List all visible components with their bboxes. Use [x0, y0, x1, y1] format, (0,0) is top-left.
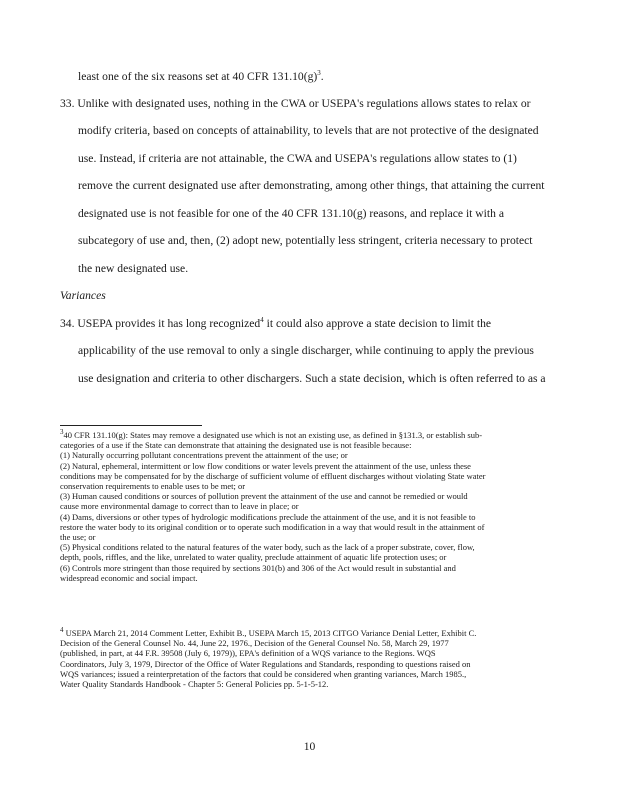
footnote-marker: 4: [60, 626, 64, 635]
footnote-line: (2) Natural, ephemeral, intermittent or low flow conditions or water levels prevent the attainment of the use, unless these: [60, 460, 471, 471]
footnote-line: Decision of the General Counsel No. 44, June 22, 1976., Decision of the General Counsel No. 58, March 29, 1977: [60, 638, 449, 649]
footnote-line: the use; or: [60, 532, 96, 543]
footnote-line: $^3$40 CFR 131.10(g): States may remove a designated use which is not an existing use, as defined in §131.3, or establish sub-: [60, 428, 483, 440]
paragraph-32-tail: least one of the six reasons set at 40 CFR $131.10(g)^3$.: [78, 69, 324, 83]
paragraph-33-line: remove the current designated use after demonstrating, among other things, that attaining the current: [78, 179, 545, 192]
footnote-line: $^4$ USEPA March 21, 2014 Comment Letter, Exhibit B., USEPA March 15, 2013 CITGO Variance Denial Letter, Exhibit C.: [60, 626, 477, 638]
footnote-line: (published, in part, at 44 F.R. 39508 (July 6, 1979)), EPA's definition of a WQS variance to the Regions. WQS: [60, 648, 436, 659]
footnote-marker: 3: [60, 428, 64, 437]
paragraph-33-line: designated use is not feasible for one of the 40 CFR 131.10(g) reasons, and replace it with a: [78, 207, 504, 220]
footnote-line: WQS variances; issued a reinterpretation of the factors that could be considered when granting variances, March 1985.,: [60, 668, 467, 679]
section-heading: Variances: [60, 289, 106, 302]
footnote-4: [60, 628, 560, 689]
footnote-line: (3) Human caused conditions or sources of pollution prevent the attainment of the use and cannot be remedied or would: [60, 491, 468, 502]
paragraph-34-line: use designation and criteria to other dischargers. Such a state decision, which is often referred to as a: [78, 372, 546, 385]
footnote-line: cause more environmental damage to correct than to leave in place; or: [60, 501, 299, 512]
page-number: 10: [303, 740, 316, 753]
footnote-line: depth, pools, riffles, and the like, unrelated to water quality, preclude attainment of aquatic life protection uses; or: [60, 552, 447, 563]
paragraph-34-line: 34. USEPA provides it has long recognized$^4$ it could also approve a state decision to limit the: [60, 316, 492, 330]
footnote-line: Water Quality Standards Handbook - Chapter 5: General Policies pp. 5-1-5-12.: [60, 679, 329, 690]
footnote-line: restore the water body to its original condition or to operate such modification in a way that would result in the attainment of: [60, 521, 485, 532]
footnote-line: categories of a use if the State can demonstrate that attaining the designated use is not feasible because:: [60, 440, 412, 451]
footnote-line: (4) Dams, diversions or other types of hydrologic modifications preclude the attainment of the use, and it is not feasible to: [60, 511, 476, 522]
footnote-ref-3[interactable]: 3: [317, 69, 321, 78]
footnote-line: (6) Controls more stringent than those required by sections 301(b) and 306 of the Act would result in substantial and: [60, 562, 456, 573]
paragraph-34-line: applicability of the use removal to only a single discharger, while continuing to apply the previous: [78, 344, 534, 357]
footnote-line: widespread economic and social impact.: [60, 572, 198, 583]
footnote-line: conservation requirements to enable uses to be met; or: [60, 481, 246, 492]
footnote-line: (1) Naturally occurring pollutant concentrations prevent the attainment of the use; or: [60, 450, 348, 461]
footnote-ref-4[interactable]: 4: [260, 316, 264, 325]
paragraph-33-line: the new designated use.: [78, 262, 189, 275]
footnote-line: (5) Physical conditions related to the natural features of the water body, such as the lack of a proper substrate, cover, flow,: [60, 542, 475, 553]
paragraph-33-line: modify criteria, based on concepts of attainability, to levels that are not protective of the designated: [78, 124, 539, 137]
paragraph-33-line: use. Instead, if criteria are not attainable, the CWA and USEPA's regulations allow states to (1): [78, 152, 517, 165]
footnote-3: [60, 430, 560, 583]
footnote-line: Coordinators, July 3, 1979, Director of the Office of Water Regulations and Standards, responding to questions raised on: [60, 658, 471, 669]
paragraph-33-line: 33. Unlike with designated uses, nothing in the CWA or USEPA's regulations allows states to relax or: [60, 97, 531, 110]
footnote-divider: [60, 425, 202, 426]
footnote-line: conditions may be compensated for by the discharge of sufficient volume of effluent discharges without violating State water: [60, 470, 486, 481]
paragraph-33-line: subcategory of use and, then, (2) adopt new, potentially less stringent, criteria necessary to protect: [78, 234, 533, 247]
